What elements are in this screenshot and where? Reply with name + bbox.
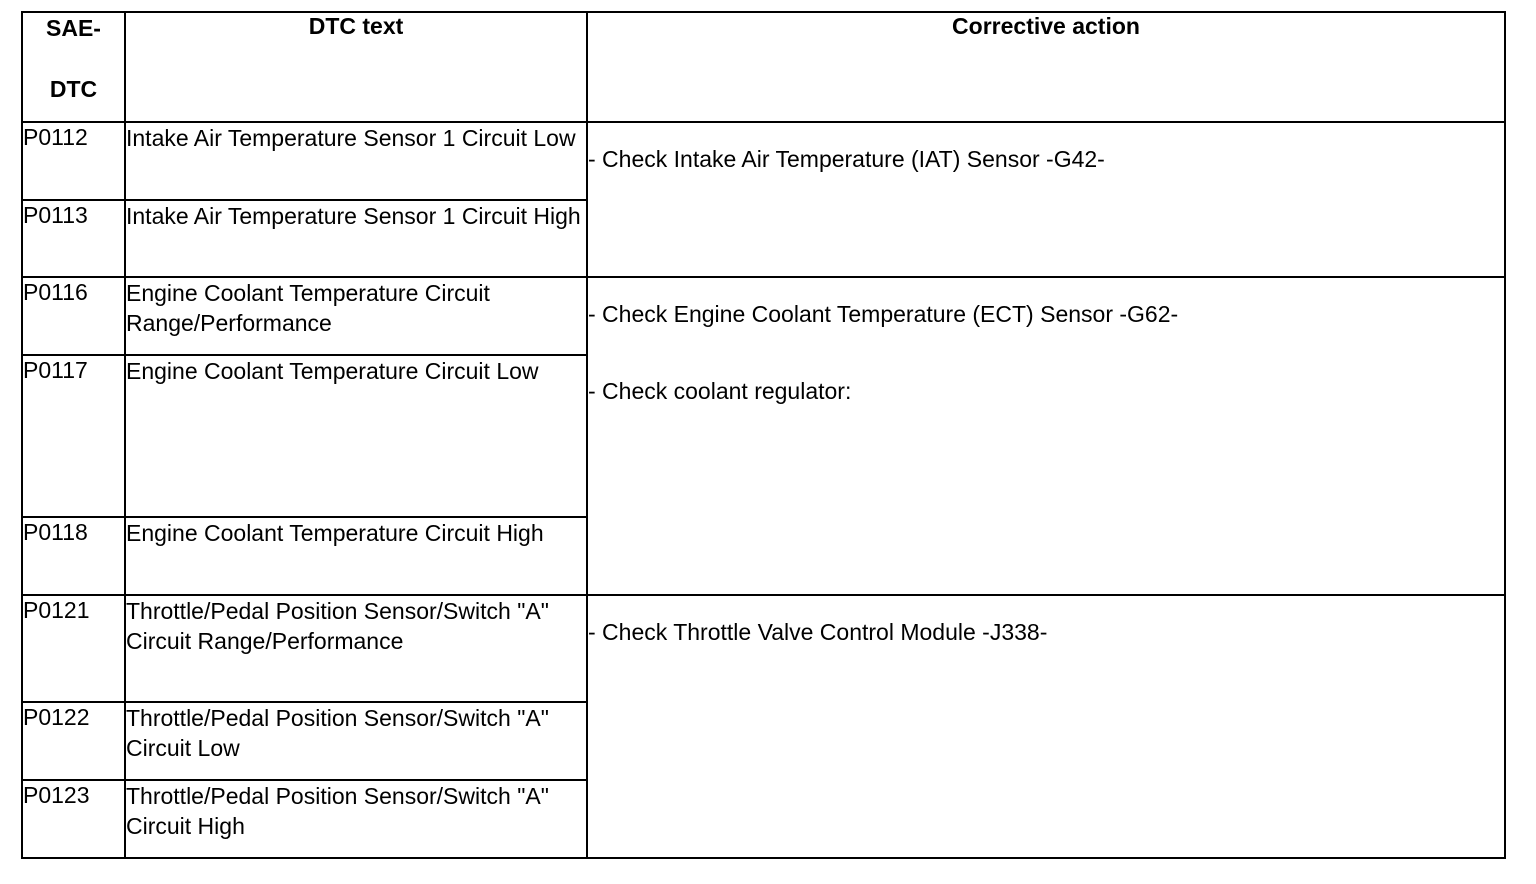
dtc-text: Intake Air Temperature Sensor 1 Circuit High [125,200,587,277]
header-row [22,12,1505,122]
dtc-text: Intake Air Temperature Sensor 1 Circuit Low [125,122,587,200]
header-corrective-action: Corrective action [587,12,1505,122]
dtc-code: P0112 [22,122,125,200]
dtc-text: Throttle/Pedal Position Sensor/Switch "A" Circuit Low [125,702,587,780]
dtc-code: P0116 [22,277,125,355]
header-sae-line1: SAE- [46,15,101,41]
action-line: - Check coolant regulator: [588,378,852,404]
action-line: - Check Intake Air Temperature (IAT) Sensor -G42- [588,146,1105,172]
header-sae-dtc [22,12,125,122]
dtc-text: Engine Coolant Temperature Circuit Low [125,355,587,517]
action-line: - Check Engine Coolant Temperature (ECT) Sensor -G62- [588,301,1179,327]
dtc-text: Engine Coolant Temperature Circuit Range/Performance [125,277,587,355]
dtc-text: Engine Coolant Temperature Circuit High [125,517,587,595]
table-row [22,277,1505,355]
corrective-action-throttle [587,595,1505,858]
action-line: - Check Throttle Valve Control Module -J338- [588,619,1048,645]
dtc-table [21,11,1506,859]
dtc-text: Throttle/Pedal Position Sensor/Switch "A" Circuit Range/Performance [125,595,587,702]
header-dtc-text: DTC text [125,12,587,122]
dtc-code: P0118 [22,517,125,595]
table-row [22,595,1505,702]
table-row [22,122,1505,200]
dtc-code: P0121 [22,595,125,702]
dtc-code: P0123 [22,780,125,858]
dtc-code: P0122 [22,702,125,780]
dtc-code: P0113 [22,200,125,277]
header-sae-line2: DTC [49,76,98,102]
corrective-action-iat [587,122,1505,277]
dtc-code: P0117 [22,355,125,517]
corrective-action-ect [587,277,1505,595]
dtc-text: Throttle/Pedal Position Sensor/Switch "A" Circuit High [125,780,587,858]
